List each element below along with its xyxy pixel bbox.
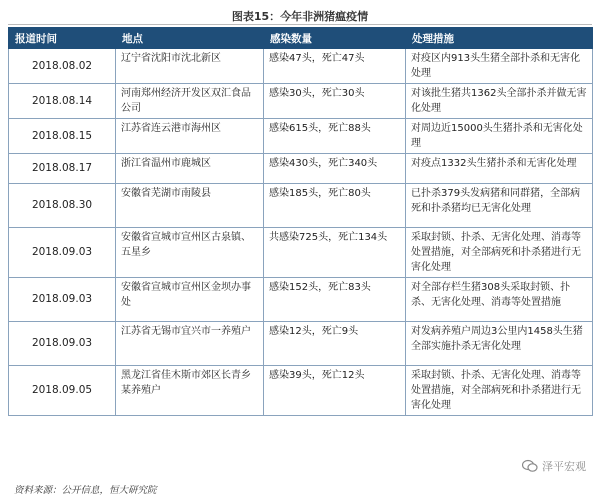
table-row <box>9 184 593 228</box>
cell-infection: 感染12头，死亡9头 <box>264 322 406 366</box>
cell-date: 2018.08.15 <box>9 119 116 154</box>
title-divider <box>8 24 592 25</box>
cell-location: 浙江省温州市鹿城区 <box>116 154 264 184</box>
cell-location: 安徽省宣城市宣州区古泉镇、五星乡 <box>116 228 264 278</box>
cell-date: 2018.08.02 <box>9 49 116 84</box>
header-infection-count: 感染数量 <box>264 28 406 49</box>
cell-measures: 对发病养殖户周边3公里内1458头生猪全部实施扑杀无害化处理 <box>406 322 593 366</box>
figure-title: 图表15：今年非洲猪瘟疫情 <box>231 10 369 23</box>
cell-measures: 对疫点1332头生猪扑杀和无害化处理 <box>406 154 593 184</box>
cell-location: 黑龙江省佳木斯市郊区长青乡某养殖户 <box>116 366 264 416</box>
source-note: 资料来源：公开信息，恒大研究院 <box>14 485 157 496</box>
table-row <box>9 154 593 184</box>
cell-date: 2018.09.03 <box>9 278 116 322</box>
table-row <box>9 119 593 154</box>
cell-location: 安徽省芜湖市南陵县 <box>116 184 264 228</box>
cell-infection: 感染430头，死亡340头 <box>264 154 406 184</box>
table-row <box>9 278 593 322</box>
outbreak-table <box>8 27 593 416</box>
cell-infection: 感染615头，死亡88头 <box>264 119 406 154</box>
cell-location: 安徽省宣城市宣州区金坝办事处 <box>116 278 264 322</box>
cell-location: 辽宁省沈阳市沈北新区 <box>116 49 264 84</box>
cell-infection: 共感染725头，死亡134头 <box>264 228 406 278</box>
cell-date: 2018.09.03 <box>9 322 116 366</box>
wechat-icon <box>522 459 538 473</box>
cell-date: 2018.08.17 <box>9 154 116 184</box>
cell-infection: 感染39头，死亡12头 <box>264 366 406 416</box>
table-row <box>9 366 593 416</box>
cell-infection: 感染185头，死亡80头 <box>264 184 406 228</box>
cell-measures: 对周边近15000头生猪扑杀和无害化处理 <box>406 119 593 154</box>
cell-date: 2018.08.14 <box>9 84 116 119</box>
table-row <box>9 84 593 119</box>
watermark <box>522 458 586 474</box>
table-header-row <box>9 28 593 49</box>
cell-date: 2018.08.30 <box>9 184 116 228</box>
table-row <box>9 49 593 84</box>
table-row <box>9 228 593 278</box>
cell-location: 江苏省连云港市海州区 <box>116 119 264 154</box>
cell-measures: 对该批生猪共1362头全部扑杀并做无害化处理 <box>406 84 593 119</box>
header-report-date: 报道时间 <box>9 28 116 49</box>
cell-measures: 已扑杀379头发病猪和同群猪，全部病死和扑杀猪均已无害化处理 <box>406 184 593 228</box>
cell-measures: 采取封锁、扑杀、无害化处理、消毒等处置措施，对全部病死和扑杀猪进行无害化处理 <box>406 366 593 416</box>
cell-date: 2018.09.03 <box>9 228 116 278</box>
cell-infection: 感染30头，死亡30头 <box>264 84 406 119</box>
header-measures: 处理措施 <box>406 28 593 49</box>
cell-measures: 对疫区内913头生猪全部扑杀和无害化处理 <box>406 49 593 84</box>
cell-measures: 对全部存栏生猪308头采取封锁、扑杀、无害化处理、消毒等处置措施 <box>406 278 593 322</box>
watermark-label: 泽平宏观 <box>542 460 586 473</box>
cell-measures: 采取封锁、扑杀、无害化处理、消毒等处置措施，对全部病死和扑杀猪进行无害化处理 <box>406 228 593 278</box>
cell-infection: 感染152头，死亡83头 <box>264 278 406 322</box>
cell-date: 2018.09.05 <box>9 366 116 416</box>
header-location: 地点 <box>116 28 264 49</box>
cell-location: 江苏省无锡市宜兴市一养殖户 <box>116 322 264 366</box>
cell-infection: 感染47头，死亡47头 <box>264 49 406 84</box>
cell-location: 河南郑州经济开发区双汇食品公司 <box>116 84 264 119</box>
table-row <box>9 322 593 366</box>
